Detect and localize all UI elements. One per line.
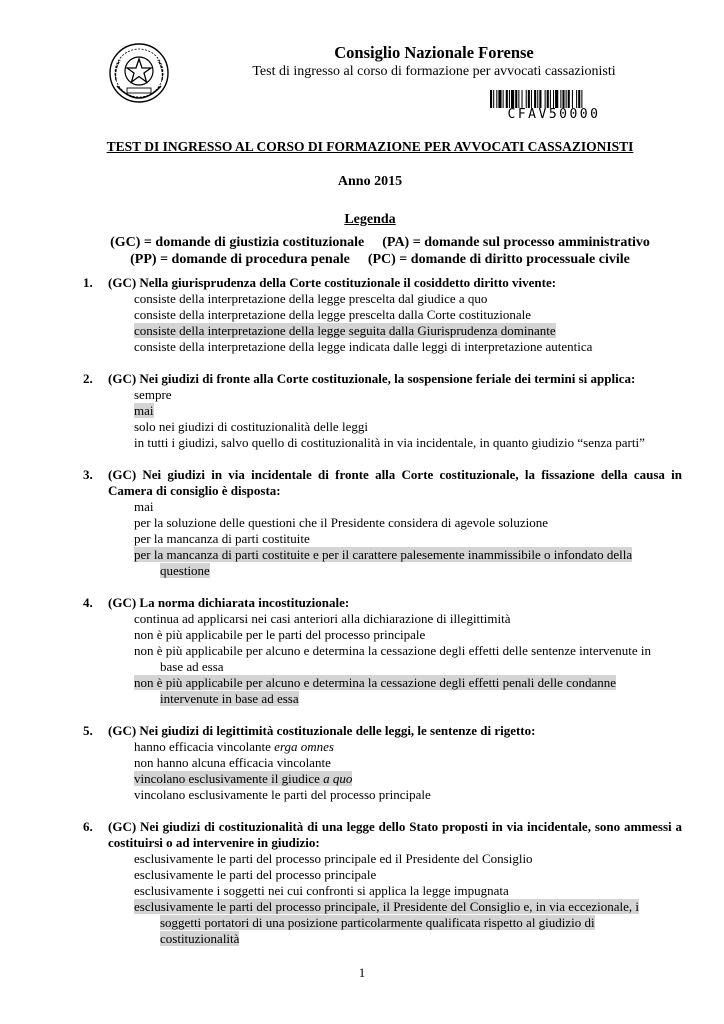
answer-text-italic: a quo [323,771,353,786]
answer-text [134,323,556,338]
answer-text-main: non è più applicabile per alcuno e determina la cessazione degli effetti penali delle condanne intervenute in base ad essa [134,675,616,706]
barcode-bar [560,90,561,108]
barcode-bar [553,90,554,108]
barcode-bar [537,90,538,108]
answer-text-main: hanno efficacia vincolante [134,739,275,754]
question-text: (GC) Nei giudizi di fronte alla Corte costituzionale, la sospensione feriale dei termini si applica: [108,371,636,386]
question-number: 5. [83,723,93,738]
answer-option [134,883,652,899]
answer-option [134,531,652,547]
answer-option [134,515,652,531]
question-item [0,723,724,803]
answer-text-main: non hanno alcuna efficacia vincolante [134,755,331,770]
answer-option [134,739,652,755]
answer-option [134,627,652,643]
barcode-bar [545,90,546,108]
answer-text-main: mai [134,403,154,418]
answer-text [134,755,331,770]
barcode-bar [531,90,532,108]
barcode-bar [562,90,564,108]
answer-text [134,531,310,546]
answer-text-main: vincolano esclusivamente il giudice [134,771,324,786]
answer-text [134,419,368,434]
answer-text [134,339,592,354]
answer-text [134,403,154,418]
document-year: Anno 2015 [337,174,403,189]
answer-text-main: solo nei giudizi di costituzionalità delle leggi [134,419,368,434]
question-number: 6. [83,819,93,834]
answer-option [134,387,652,403]
barcode-bar [503,90,504,108]
question-number: 4. [83,595,93,610]
question-item [0,371,724,451]
answer-text-main: esclusivamente i soggetti nei cui confronti si applica la legge impugnata [134,883,509,898]
barcode-bar [522,90,523,108]
barcode-bar [539,90,541,108]
answer-text-main: consiste della interpretazione della legge indicata dalle leggi di interpretazione autentica [134,339,593,354]
answer-text-main: continua ad applicarsi nei casi anteriori alla dichiarazione di illegittimità [134,611,511,626]
question-item [0,467,724,579]
answer-option [134,643,652,675]
answer-text-main: per la mancanza di parti costituite [134,531,310,546]
answer-text [134,547,632,578]
answer-text [134,291,487,306]
question-text: (GC) Nella giurisprudenza della Corte costituzionale il cosiddetto diritto vivente: [108,275,557,290]
barcode-bar [534,90,536,108]
legend-line-2 [40,252,720,268]
answer-text [134,739,334,754]
barcode-bar [493,90,494,108]
answer-text-main: vincolano esclusivamente le parti del processo principale [134,787,431,802]
answer-text [134,643,651,674]
barcode-bar [572,90,573,108]
answer-option [134,499,652,515]
answer-text-main: consiste della interpretazione della legge prescelta dalla Corte costituzionale [134,307,532,322]
answer-text-main: esclusivamente le parti del processo principale, il Presidente del Consiglio e, in via eccezionale, i soggetti portatori di una posizione particolarmente qualificata rispetto al giudizio di costituzionalità [134,899,640,946]
legend-item-gc: (GC) = domande di giustizia costituzionale [110,235,365,250]
answer-text [134,515,548,530]
answer-text [134,899,639,946]
barcode-bar [509,90,510,108]
answer-text-main: sempre [134,387,172,402]
answer-text [134,675,616,706]
question-number: 1. [83,275,93,290]
question-number: 2. [83,371,93,386]
legend-item-pa: (PA) = domande sul processo amministrativo [382,235,650,250]
answer-option [134,755,652,771]
answer-option [134,787,652,803]
answer-text-italic: erga omnes [274,739,334,754]
answer-text-main: consiste della interpretazione della legge prescelta dal giudice a quo [134,291,488,306]
document-title: TEST DI INGRESSO AL CORSO DI FORMAZIONE PER AVVOCATI CASSAZIONISTI [106,139,634,154]
answer-text [134,771,352,786]
barcode-bar [498,90,501,108]
answer-text-main: esclusivamente le parti del processo principale [134,867,377,882]
answer-text-main: in tutti i giudizi, salvo quello di costituzionalità in via incidentale, in quanto giudizio “senza parti” [134,435,645,450]
answer-text [134,851,533,866]
answer-text-main: mai [134,499,154,514]
answer-text [134,867,376,882]
answer-text-main: consiste della interpretazione della legge seguita dalla Giurisprudenza dominante [134,323,556,338]
answer-option-correct [134,899,652,947]
answer-option-correct [134,547,652,579]
answer-text [134,435,645,450]
barcode-bar [550,90,551,108]
answer-option [134,867,652,883]
italian-republic-emblem-icon [108,42,170,104]
answer-option [134,611,652,627]
barcode-bar [490,90,492,108]
barcode-icon [490,90,616,108]
question-number: 3. [83,467,93,482]
answer-option-correct [134,403,652,419]
answer-option [134,419,652,435]
barcode-bar [506,90,508,108]
answer-text [134,499,154,514]
answer-text [134,627,425,642]
barcode-bar [547,90,549,108]
answer-text-main: esclusivamente le parti del processo principale ed il Presidente del Consiglio [134,851,533,866]
barcode-bar [555,90,558,108]
header-subtitle: Test di ingresso al corso di formazione per avvocati cassazionisti [252,64,616,79]
legend-title: Legenda [344,212,396,227]
barcode-text: CFAV50000 [507,107,601,122]
barcode-bar [496,90,497,108]
question-text: (GC) La norma dichiarata incostituzionale: [108,595,350,610]
answer-option [134,851,652,867]
question-item [0,275,724,355]
answer-option [134,307,652,323]
legend-line-1 [40,235,720,251]
barcode-bar [528,90,530,108]
header-title: Consiglio Nazionale Forense [334,43,534,62]
barcode-bar [581,90,582,108]
answer-option-correct [134,323,652,339]
answer-option [134,291,652,307]
answer-text [134,611,511,626]
barcode-bar [566,90,567,108]
answer-text [134,307,531,322]
barcode-bar [578,90,580,108]
barcode-bar [518,90,519,108]
answer-text-main: non è più applicabile per alcuno e determina la cessazione degli effetti delle sentenze intervenute in base ad essa [134,643,652,674]
answer-text [134,387,172,402]
answer-option [134,339,652,355]
answer-option [134,435,652,451]
answer-text [134,787,431,802]
legend-item-pp: (PP) = domande di procedura penale [130,252,350,267]
barcode-bar [515,90,517,108]
question-item [0,595,724,707]
answer-text-main: per la soluzione delle questioni che il Presidente considera di agevole soluzione [134,515,549,530]
question-item [0,819,724,947]
legend-item-pc: (PC) = domande di diritto processuale civile [367,252,630,267]
answer-text [134,883,509,898]
barcode-bar [576,90,577,108]
barcode-bar [526,90,527,108]
answer-option-correct [134,771,652,787]
question-text: (GC) Nei giudizi di costituzionalità di una legge dello Stato proposti in via incidentale, sono ammessi a costituirsi o ad intervenire in giudizio: [108,819,682,850]
question-text: (GC) Nei giudizi di legittimità costituzionale delle leggi, le sentenze di rigetto: [108,723,536,738]
answer-text-main: non è più applicabile per le parti del processo principale [134,627,426,642]
page-number: 1 [358,965,366,980]
barcode-bar [568,90,570,108]
question-text: (GC) Nei giudizi in via incidentale di fronte alla Corte costituzionale, la fissazione della causa in Camera di consiglio è disposta: [108,467,682,498]
answer-option-correct [134,675,652,707]
barcode-bar [511,90,514,108]
answer-text-main: per la mancanza di parti costituite e per il carattere palesemente inammissibile o infondato della questione [134,547,633,578]
question-list [0,275,724,963]
